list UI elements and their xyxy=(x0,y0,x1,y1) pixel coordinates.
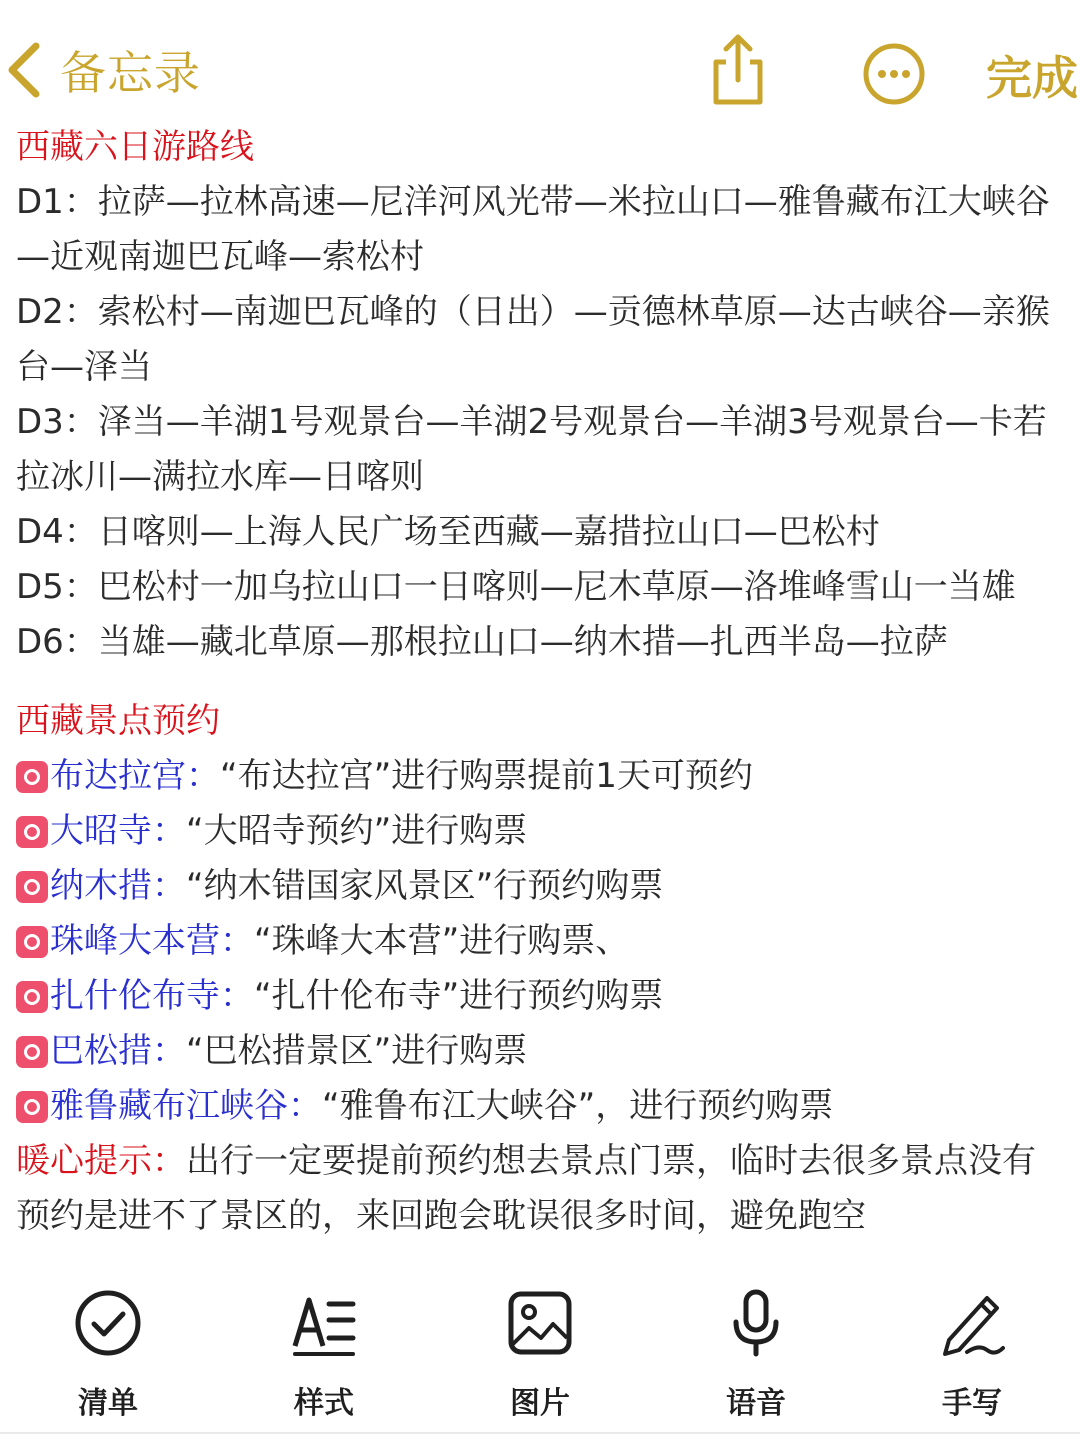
text-style-button[interactable] xyxy=(264,1288,384,1422)
booking-item xyxy=(16,969,1062,1024)
route-day-6: D6：当雄—藏北草原—那根拉山口—纳木措—扎西半岛—拉萨 xyxy=(16,622,948,662)
booking-place: 大昭寺： xyxy=(50,811,186,851)
booking-item xyxy=(16,1024,1062,1079)
text-style-label: 样式 xyxy=(294,1386,354,1421)
handwriting-pen-icon xyxy=(937,1288,1007,1358)
booking-text: “雅鲁布江大峡谷”，进行预约购票 xyxy=(322,1086,834,1126)
record-bullet-icon xyxy=(16,761,48,793)
booking-place: 布达拉宫： xyxy=(50,756,220,796)
tip-text: 出行一定要提前预约想去景点门票，临时去很多景点没有预约是进不了景区的，来回跑会耽误很多时间，避免跑空 xyxy=(16,1141,1036,1236)
booking-item xyxy=(16,804,1062,859)
note-body[interactable] xyxy=(16,120,1062,1244)
record-bullet-icon xyxy=(16,871,48,903)
bottom-divider xyxy=(0,1432,1080,1434)
voice-label: 语音 xyxy=(726,1386,786,1421)
route-day-4: D4：日喀则—上海人民广场至西藏—嘉措拉山口—巴松村 xyxy=(16,512,880,552)
booking-item xyxy=(16,914,1062,969)
record-bullet-icon xyxy=(16,981,48,1013)
handwriting-button[interactable] xyxy=(912,1288,1032,1422)
record-bullet-icon xyxy=(16,816,48,848)
booking-item xyxy=(16,749,1062,804)
route-section-title: 西藏六日游路线 xyxy=(16,127,254,167)
microphone-icon xyxy=(721,1288,791,1358)
booking-text: “珠峰大本营”进行购票、 xyxy=(254,921,630,961)
image-button[interactable] xyxy=(480,1288,600,1422)
booking-text: “大昭寺预约”进行购票 xyxy=(186,811,528,851)
chevron-left-icon xyxy=(4,41,44,99)
ellipsis-circle-icon xyxy=(862,42,926,106)
tip-label: 暖心提示： xyxy=(16,1141,186,1181)
booking-text: “布达拉宫”进行购票提前1天可预约 xyxy=(220,756,753,796)
booking-place: 雅鲁藏布江峡谷： xyxy=(50,1086,322,1126)
booking-section-title: 西藏景点预约 xyxy=(16,701,220,741)
route-day-1: D1：拉萨—拉林高速—尼洋河风光带—米拉山口—雅鲁藏布江大峡谷—近观南迦巴瓦峰—索松村 xyxy=(16,182,1050,277)
booking-item xyxy=(16,859,1062,914)
record-bullet-icon xyxy=(16,1091,48,1123)
checklist-icon xyxy=(73,1288,143,1358)
booking-text: “扎什伦布寺”进行预约购票 xyxy=(254,976,664,1016)
booking-text: “巴松措景区”进行购票 xyxy=(186,1031,528,1071)
text-style-icon xyxy=(289,1288,359,1358)
done-button[interactable]: 完成 xyxy=(986,51,1078,105)
record-bullet-icon xyxy=(16,1036,48,1068)
checklist-button[interactable] xyxy=(48,1288,168,1422)
handwriting-label: 手写 xyxy=(942,1386,1002,1421)
booking-place: 珠峰大本营： xyxy=(50,921,254,961)
section-spacer xyxy=(16,670,1062,694)
booking-item xyxy=(16,1079,1062,1134)
route-day-5: D5：巴松村一加乌拉山口一日喀则—尼木草原—洛堆峰雪山一当雄 xyxy=(16,567,1016,607)
booking-text: “纳木错国家风景区”行预约购票 xyxy=(186,866,664,906)
route-day-2: D2：索松村—南迦巴瓦峰的（日出）—贡德林草原—达古峡谷—亲猴台—泽当 xyxy=(16,292,1050,387)
back-button[interactable] xyxy=(4,40,201,100)
back-label: 备忘录 xyxy=(60,46,201,100)
booking-place: 扎什伦布寺： xyxy=(50,976,254,1016)
more-options-button[interactable] xyxy=(862,42,926,106)
share-button[interactable] xyxy=(706,32,770,108)
booking-place: 巴松措： xyxy=(50,1031,186,1071)
booking-place: 纳木措： xyxy=(50,866,186,906)
record-bullet-icon xyxy=(16,926,48,958)
voice-button[interactable] xyxy=(696,1288,816,1422)
tip-paragraph xyxy=(16,1134,1062,1244)
bottom-toolbar xyxy=(0,1280,1080,1440)
route-day-3: D3：泽当—羊湖1号观景台—羊湖2号观景台—羊湖3号观景台—卡若拉冰川—满拉水库—日喀则 xyxy=(16,402,1047,497)
checklist-label: 清单 xyxy=(78,1386,138,1421)
image-icon xyxy=(505,1288,575,1358)
share-icon xyxy=(706,32,770,108)
navigation-bar xyxy=(0,0,1080,130)
image-label: 图片 xyxy=(510,1386,570,1421)
